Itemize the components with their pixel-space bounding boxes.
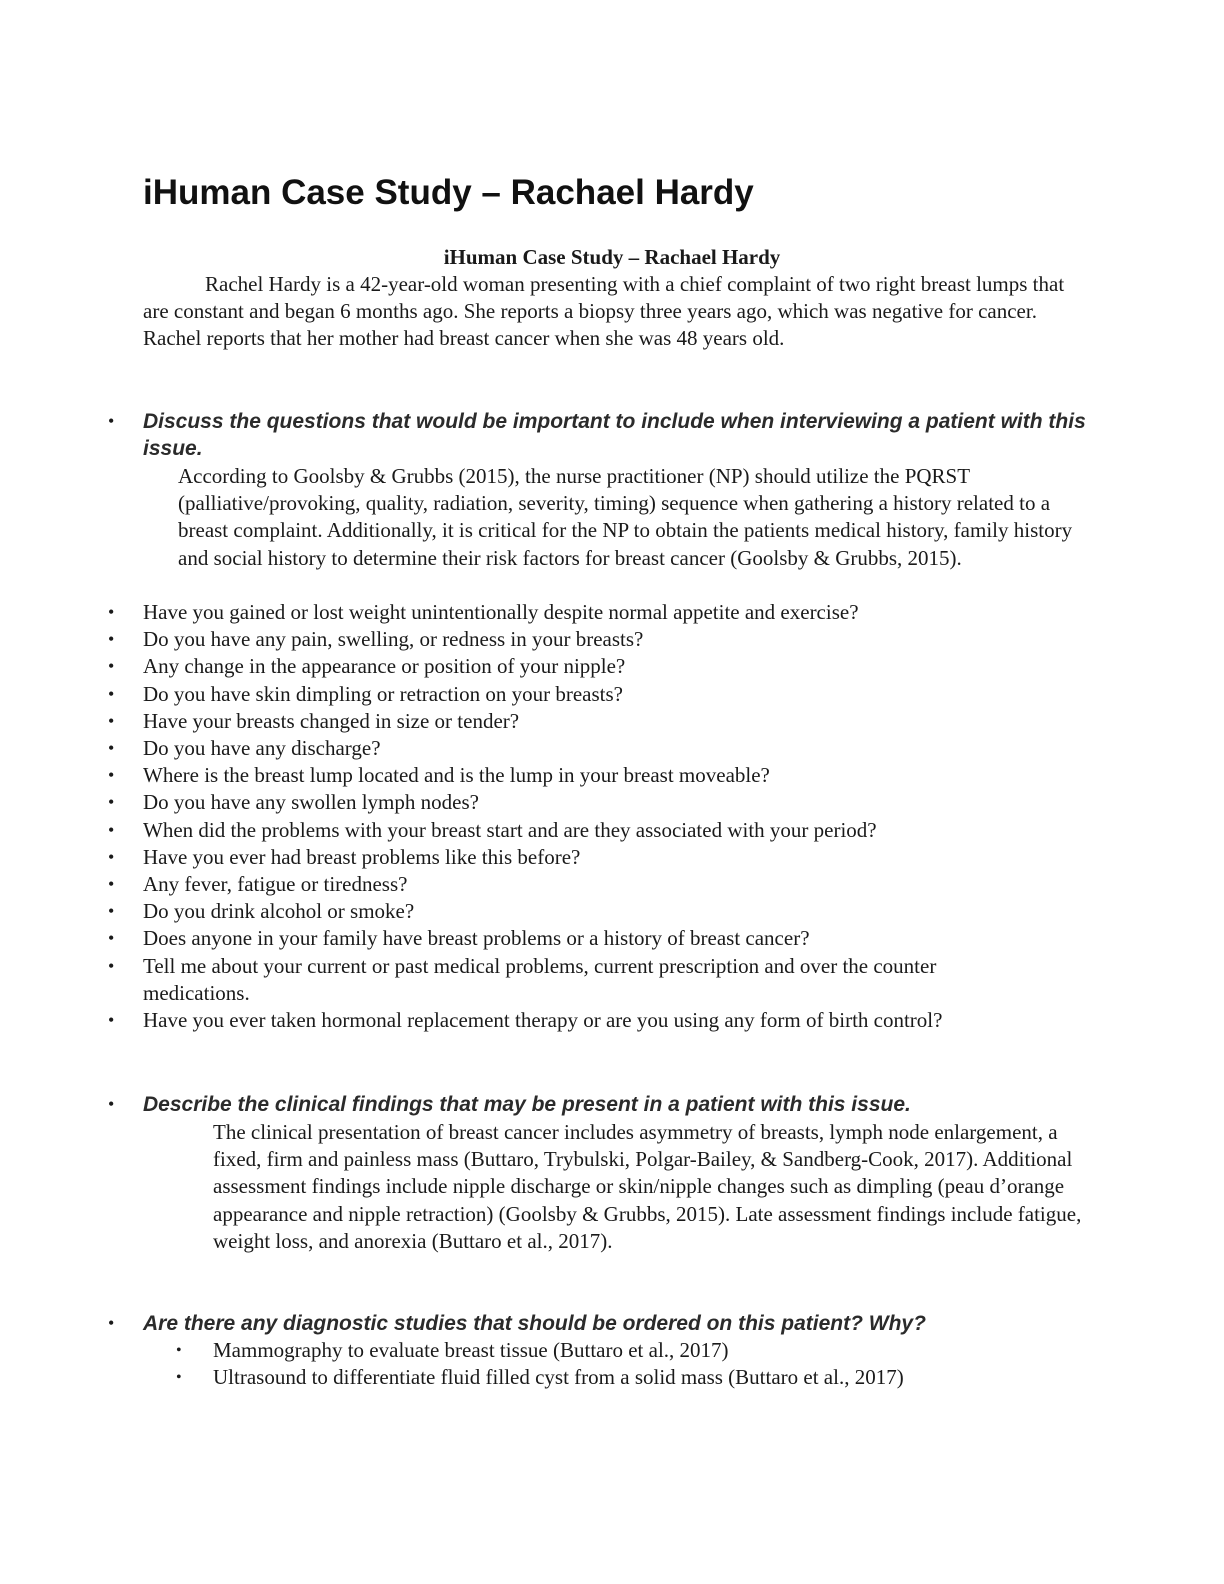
list-bullet: • [108, 656, 115, 677]
list-item [108, 681, 1093, 708]
section-bullet: • [108, 1313, 115, 1333]
list-item [108, 898, 1093, 925]
list-item [108, 871, 1093, 898]
document-subtitle: iHuman Case Study – Rachael Hardy [443, 245, 781, 269]
question-text: Do you have skin dimpling or retraction on your breasts? [143, 681, 623, 706]
list-item [108, 735, 1093, 762]
list-bullet: • [108, 955, 115, 976]
list-bullet: • [108, 874, 115, 895]
question-text: Do you have any pain, swelling, or redness in your breasts? [143, 627, 644, 652]
section-heading-diagnostics: Are there any diagnostic studies that should be ordered on this patient? Why? [143, 1312, 926, 1335]
list-item [108, 626, 1093, 653]
question-text: Does anyone in your family have breast problems or a history of breast cancer? [143, 926, 810, 951]
list-bullet: • [108, 629, 115, 650]
list-bullet: • [108, 1010, 115, 1031]
list-bullet: • [108, 928, 115, 949]
list-item [108, 653, 1093, 680]
list-item [108, 1007, 1013, 1034]
document-title: iHuman Case Study – Rachael Hardy [143, 173, 754, 212]
section-bullet: • [108, 411, 115, 431]
diagnostic-text: Ultrasound to differentiate fluid filled cyst from a solid mass (Buttaro et al., 2017) [213, 1365, 904, 1390]
list-bullet: • [108, 792, 115, 813]
interview-question-list [108, 599, 1093, 1034]
question-text: Have you ever taken hormonal replacement therapy or are you using any form of birth control? [143, 1008, 943, 1033]
list-item [176, 1337, 1093, 1364]
section-answer-interview: According to Goolsby & Grubbs (2015), the nurse practitioner (NP) should utilize the PQRST (palliative/provoking, quality, radiation, severity, timing) sequence when gathering a history related to a breast complaint. Additionally, it is critical for the NP to obtain the patients medical history, family history and social history to determine their risk factors for breast cancer (Goolsby & Grubbs, 2015). [178, 464, 1073, 570]
question-text: Do you drink alcohol or smoke? [143, 899, 415, 924]
list-item [108, 925, 1093, 952]
diagnostic-study-list [176, 1337, 1093, 1391]
list-item [108, 789, 1093, 816]
intro-paragraph: Rachel Hardy is a 42-year-old woman presenting with a chief complaint of two right breast lumps that are constant and began 6 months ago. She reports a biopsy three years ago, which was negative for cancer. Rachel reports that her mother had breast cancer when she was 48 years old. [143, 272, 1065, 351]
list-bullet: • [108, 710, 115, 731]
question-text: Any fever, fatigue or tiredness? [143, 872, 408, 897]
list-bullet: • [108, 765, 115, 786]
question-text: Have your breasts changed in size or tender? [143, 708, 520, 733]
list-bullet: • [176, 1342, 182, 1359]
list-bullet: • [108, 738, 115, 759]
section-answer-findings: The clinical presentation of breast cancer includes asymmetry of breasts, lymph node enlargement, a fixed, firm and painless mass (Buttaro, Trybulski, Polgar-Bailey, & Sandberg-Cook, 2017). Additional assessment findings include nipple discharge or skin/nipple changes such as dimpling (peau d’orange appearance and nipple retraction) (Goolsby & Grubbs, 2015). Late assessment findings include fatigue, weight loss, and anorexia (Buttaro et al., 2017). [213, 1120, 1082, 1253]
question-text: Tell me about your current or past medical problems, current prescription and over the counter medications. [143, 953, 937, 1005]
list-item [108, 844, 1093, 871]
question-text: Any change in the appearance or position of your nipple? [143, 654, 626, 679]
list-bullet: • [108, 846, 115, 867]
question-text: Have you ever had breast problems like this before? [143, 844, 581, 869]
list-bullet: • [108, 602, 115, 622]
list-item [108, 817, 1093, 844]
list-item [108, 953, 1013, 1007]
list-bullet: • [108, 819, 115, 840]
list-item [176, 1364, 1093, 1391]
list-bullet: • [176, 1369, 182, 1387]
list-bullet: • [108, 683, 115, 704]
diagnostic-text: Mammography to evaluate breast tissue (Buttaro et al., 2017) [213, 1338, 729, 1362]
section-bullet: • [108, 1094, 115, 1114]
section-heading-interview: Discuss the questions that would be important to include when interviewing a patient with this issue. [143, 410, 1086, 460]
list-item [108, 599, 1093, 626]
question-text: When did the problems with your breast start and are they associated with your period? [143, 817, 877, 842]
list-item [108, 762, 1093, 789]
list-bullet: • [108, 901, 115, 922]
list-item [108, 708, 1093, 735]
question-text: Where is the breast lump located and is the lump in your breast moveable? [143, 763, 770, 788]
question-text: Do you have any swollen lymph nodes? [143, 790, 479, 815]
question-text: Do you have any discharge? [143, 736, 381, 761]
question-text: Have you gained or lost weight unintentionally despite normal appetite and exercise? [143, 600, 859, 624]
section-heading-findings: Describe the clinical findings that may be present in a patient with this issue. [143, 1093, 911, 1116]
